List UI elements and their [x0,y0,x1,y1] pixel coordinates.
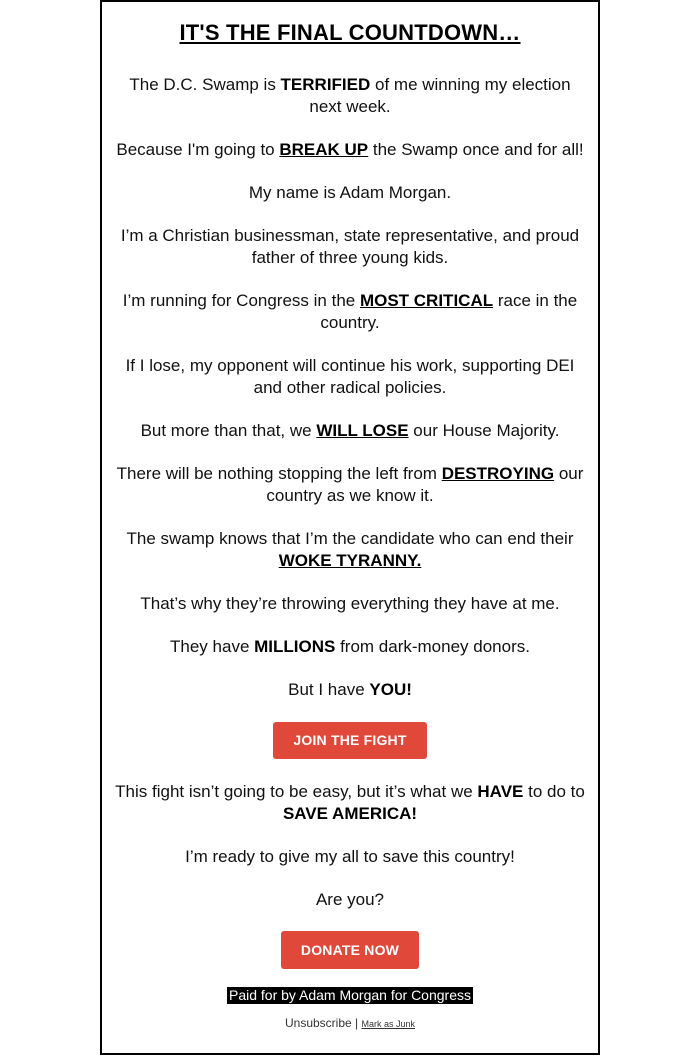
paragraph-woke-tyranny: The swamp knows that I’m the candidate who can end their WOKE TYRANNY. [126,529,574,570]
emphasis-most-critical: MOST CRITICAL [359,291,494,310]
emphasis-have: HAVE [477,782,524,801]
emphasis-will-lose: WILL LOSE [316,421,409,440]
mark-as-junk-link[interactable]: Mark as Junk [361,1019,416,1029]
emphasis-break-up: BREAK UP [279,140,369,159]
emphasis-woke-tyranny: WOKE TYRANNY. [278,551,422,570]
join-the-fight-button[interactable]: JOIN THE FIGHT [273,722,426,759]
paragraph-millions: They have MILLIONS from dark-money donors. [170,637,530,656]
emphasis-you: YOU! [369,680,412,699]
email-frame [100,0,600,1055]
unsubscribe-row [112,1015,588,1032]
emphasis-terrified: TERRIFIED [280,75,371,94]
paragraph-destroying: There will be nothing stopping the left from DESTROYING our country as we know it. [116,464,584,505]
paragraph-have-you: But I have YOU! [288,680,412,699]
paid-for-disclaimer: Paid for by Adam Morgan for Congress [228,987,471,1003]
paragraph-if-i-lose: If I lose, my opponent will continue his work, supporting DEI and other radical policies. [125,356,575,397]
paragraph-ready: I’m ready to give my all to save this country! [185,847,515,866]
paragraph-swamp-terrified: The D.C. Swamp is TERRIFIED of me winning my election next week. [129,75,571,116]
paragraph-running: I’m running for Congress in the MOST CRITICAL race in the country. [122,291,578,332]
email-body [102,2,598,1032]
footer-separator: | [351,1016,362,1030]
paragraph-are-you: Are you? [315,890,385,909]
paragraph-name: My name is Adam Morgan. [248,183,452,202]
email-headline: IT'S THE FINAL COUNTDOWN… [179,20,521,45]
paragraph-bio: I’m a Christian businessman, state representative, and proud father of three young kids. [120,226,580,267]
footer [112,969,588,1032]
paragraph-throwing: That’s why they’re throwing everything they have at me. [140,594,560,613]
paragraph-save-america: This fight isn’t going to be easy, but it’s what we HAVE to do to SAVE AMERICA! [115,782,585,823]
paragraph-break-up: Because I'm going to BREAK UP the Swamp once and for all! [116,140,584,159]
emphasis-millions: MILLIONS [254,637,336,656]
donate-now-button[interactable]: DONATE NOW [281,931,419,969]
emphasis-destroying: DESTROYING [441,464,555,483]
paragraph-house-majority: But more than that, we WILL LOSE our House Majority. [140,421,560,440]
unsubscribe-link[interactable]: Unsubscribe [284,1016,352,1030]
emphasis-save-america: SAVE AMERICA! [282,804,418,823]
